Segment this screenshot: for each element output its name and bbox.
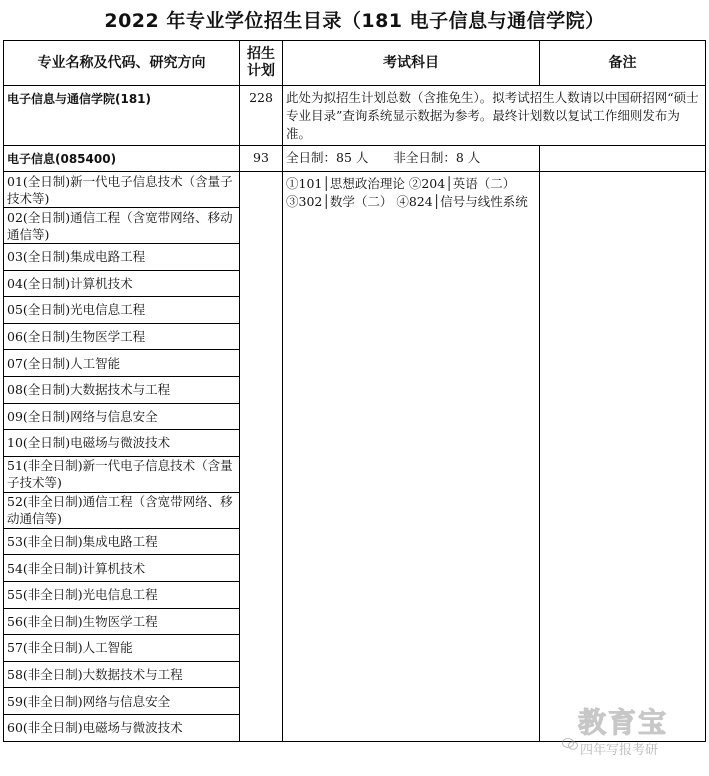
header-plan-label: 招生 计划 [247,46,275,79]
direction-item: 04(全日制)计算机技术 [4,270,240,297]
direction-item: 55(非全日制)光电信息工程 [4,581,240,608]
catalog-table [3,40,706,742]
wechat-icon [562,737,578,751]
direction-item: 56(非全日制)生物医学工程 [4,608,240,635]
direction-item: 60(非全日制)电磁场与微波技术 [4,714,240,741]
direction-item: 57(非全日制)人工智能 [4,635,240,662]
direction-item: 05(全日制)光电信息工程 [4,297,240,324]
exam-line-1: ①101│思想政治理论 ②204│英语（二） [286,176,516,191]
college-name: 电子信息与通信学院(181) [4,86,240,146]
college-note: 此处为拟招生计划总数（含推免生）。拟考试招生人数请以中国研招网“硕士专业目录”查询系统显示数据为参考。最终计划数以复试工作细则发布为准。 [283,86,706,146]
direction-plan-empty [240,172,283,742]
header-note: 备注 [540,41,706,86]
watermark-brand: 教育宝 [578,706,669,739]
direction-item: 59(非全日制)网络与信息安全 [4,688,240,715]
header-plan [240,41,283,86]
major-note: 全日制：85 人 非全日制：8 人 [283,146,540,172]
direction-item: 07(全日制)人工智能 [4,350,240,377]
college-row [4,86,706,146]
direction-item: 03(全日制)集成电路工程 [4,244,240,271]
direction-item: 06(全日制)生物医学工程 [4,323,240,350]
page-title: 2022 年专业学位招生目录（181 电子信息与通信学院） [104,10,605,32]
direction-item: 54(非全日制)计算机技术 [4,555,240,582]
direction-item: 51(非全日制)新一代电子信息技术（含量子技术等) [4,456,240,492]
direction-item: 53(非全日制)集成电路工程 [4,528,240,555]
header-exam: 考试科目 [283,41,540,86]
direction-row [4,172,706,208]
major-note-empty [540,146,706,172]
direction-item: 02(全日制)通信工程（含宽带网络、移动通信等) [4,208,240,244]
direction-note-empty [540,172,706,742]
direction-item: 09(全日制)网络与信息安全 [4,403,240,430]
major-plan: 93 [240,146,283,172]
watermark-account: 四年写报考研 [580,743,659,758]
major-row [4,146,706,172]
watermark [562,701,702,771]
header-row [4,41,706,86]
direction-item: 01(全日制)新一代电子信息技术（含量子技术等) [4,172,240,208]
college-plan: 228 [240,86,283,146]
major-name: 电子信息(085400) [4,146,240,172]
direction-item: 10(全日制)电磁场与微波技术 [4,430,240,457]
header-major: 专业名称及代码、研究方向 [4,41,240,86]
exam-line-2: ③302│数学（二） ④824│信号与线性系统 [286,194,528,209]
direction-item: 58(非全日制)大数据技术与工程 [4,661,240,688]
exam-subjects [283,172,540,742]
direction-item: 52(非全日制)通信工程（含宽带网络、移动通信等) [4,492,240,528]
direction-item: 08(全日制)大数据技术与工程 [4,376,240,403]
